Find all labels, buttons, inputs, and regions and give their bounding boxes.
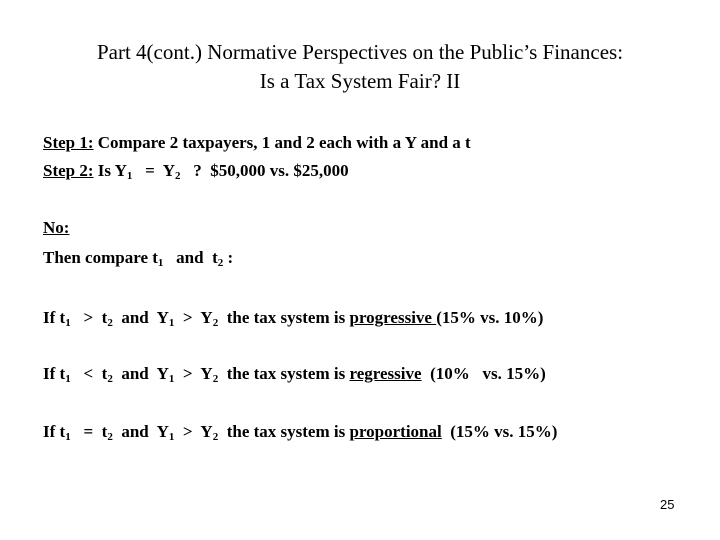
rule-term: progressive (349, 308, 437, 327)
rule-regressive (43, 364, 546, 384)
rule-sub: 1 (168, 317, 175, 329)
slide-title (0, 38, 720, 96)
rule-sub: 2 (107, 431, 113, 443)
rule-sub: 1 (168, 431, 175, 443)
rule-example: (15% vs. 15%) (441, 422, 558, 441)
rule-and: and Y (112, 308, 169, 327)
rule-text: the tax system is (218, 364, 350, 383)
rule-op: = t (70, 422, 108, 441)
rule-op: > Y (174, 364, 213, 383)
rule-term: proportional (349, 422, 442, 441)
rule-op: > Y (174, 308, 213, 327)
page-number: 25 (660, 497, 675, 512)
then-sub-1: 1 (157, 257, 164, 269)
step-1-text: Compare 2 taxpayers, 1 and 2 each with a Y and a t (93, 133, 471, 152)
then-post: : (223, 248, 234, 267)
step-1 (43, 133, 471, 153)
rule-proportional (43, 422, 557, 442)
step-1-label: Step 1: (43, 133, 94, 152)
rule-sub: 2 (212, 317, 219, 329)
step-2 (43, 161, 349, 181)
title-line-2: Is a Tax System Fair? II (259, 69, 461, 93)
rule-sub: 2 (107, 317, 113, 329)
then-compare (43, 248, 233, 268)
rule-sub: 2 (212, 373, 219, 385)
rule-op: < t (70, 364, 108, 383)
then-sub-2: 2 (217, 257, 224, 269)
rule-and: and Y (112, 422, 169, 441)
rule-progressive (43, 308, 543, 328)
step-2-pre: Is Y (93, 161, 127, 180)
rule-term: regressive (349, 364, 422, 383)
rule-text: the tax system is (218, 422, 350, 441)
rule-if: If t (43, 422, 66, 441)
then-pre: Then compare t (43, 248, 158, 267)
rule-op: > t (70, 308, 108, 327)
then-mid: and t (163, 248, 218, 267)
no-label: No: (43, 218, 70, 237)
rule-sub: 2 (107, 373, 113, 385)
rule-sub: 1 (168, 373, 175, 385)
rule-text: the tax system is (218, 308, 350, 327)
step-2-mid: = Y (132, 161, 176, 180)
rule-if: If t (43, 308, 66, 327)
rule-sub: 1 (65, 317, 71, 329)
rule-example: (10% vs. 15%) (421, 364, 546, 383)
rule-sub: 2 (212, 431, 219, 443)
rule-example: (15% vs. 10%) (436, 308, 544, 327)
step-2-post: ? $50,000 vs. $25,000 (180, 161, 349, 180)
rule-sub: 1 (65, 373, 71, 385)
step-2-sub-2: 2 (175, 170, 181, 182)
step-2-sub-1: 1 (126, 170, 133, 182)
step-2-label: Step 2: (43, 161, 94, 180)
rule-and: and Y (112, 364, 169, 383)
rule-if: If t (43, 364, 66, 383)
title-line-1: Part 4(cont.) Normative Perspectives on the Public’s Finances: (96, 40, 624, 64)
rule-op: > Y (174, 422, 213, 441)
rule-sub: 1 (65, 431, 71, 443)
